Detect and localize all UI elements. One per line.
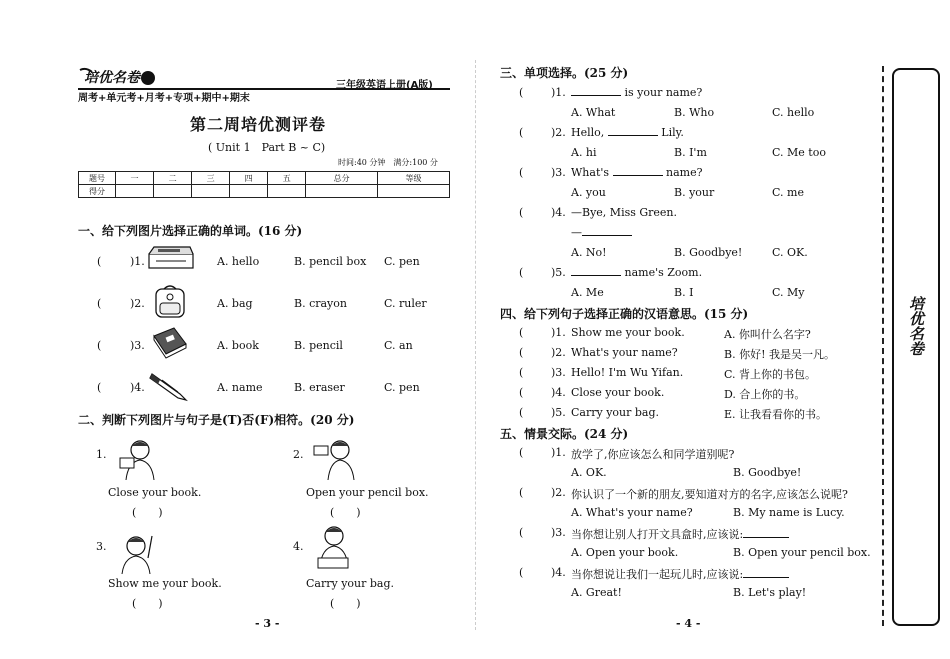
option-a[interactable]: A. name: [217, 381, 263, 394]
option-b[interactable]: B. eraser: [294, 381, 345, 394]
answer-blank[interactable]: [743, 528, 789, 538]
score-header: 等级: [378, 172, 450, 185]
option-a[interactable]: A. you: [571, 186, 606, 199]
option-a[interactable]: A. bag: [217, 297, 253, 310]
answer-bracket[interactable]: (: [519, 266, 524, 279]
item-number: )4.: [130, 381, 145, 394]
score-cell[interactable]: [306, 185, 378, 198]
answer-bracket[interactable]: (: [97, 255, 102, 268]
option-c[interactable]: C. hello: [772, 106, 815, 119]
score-cell[interactable]: [268, 185, 306, 198]
question: name's Zoom.: [571, 266, 702, 279]
answer-bracket[interactable]: (: [519, 366, 524, 379]
english-sentence: Hello! I'm Wu Yifan.: [571, 366, 684, 379]
english-sentence: Show me your book.: [571, 326, 685, 339]
english-sentence: Close your book.: [571, 386, 665, 399]
answer-bracket[interactable]: ( ): [330, 597, 361, 610]
answer-bracket[interactable]: (: [519, 406, 524, 419]
score-header: 五: [268, 172, 306, 185]
scenario-question: 当你想让别人打开文具盒时,应该说:: [571, 526, 789, 542]
option-b[interactable]: B. Who: [674, 106, 715, 119]
answer-bracket[interactable]: (: [97, 381, 102, 394]
question-line2: —: [571, 226, 632, 239]
item-number: )3.: [551, 366, 566, 379]
answer-blank[interactable]: [608, 126, 658, 136]
answer-bracket[interactable]: (: [519, 526, 524, 539]
logo-text: 培优名卷: [84, 70, 140, 86]
answer-blank[interactable]: [743, 568, 789, 578]
option-c[interactable]: C. pen: [384, 255, 420, 268]
option-b[interactable]: B. crayon: [294, 297, 347, 310]
chinese-option[interactable]: B. 你好! 我是吴一凡。: [724, 348, 835, 361]
section2-title: 二、判断下列图片与句子是(T)否(F)相符。(20 分): [78, 413, 355, 427]
english-sentence: Carry your bag.: [571, 406, 660, 419]
item-number: )1.: [551, 446, 566, 459]
answer-bracket[interactable]: (: [519, 126, 524, 139]
time-score: 时间:40 分钟 满分:100 分: [338, 158, 438, 167]
option-a[interactable]: A. What: [571, 106, 616, 119]
option-b[interactable]: B. Goodbye!: [733, 466, 802, 479]
score-header: 一: [116, 172, 154, 185]
page-number-right: - 4 -: [676, 617, 701, 630]
item-number: )2.: [551, 126, 566, 139]
item-number: )3.: [551, 166, 566, 179]
section4-title: 四、给下列句子选择正确的汉语意思。(15 分): [500, 307, 749, 321]
carry-bag-picture: [310, 522, 356, 572]
item-number: )1.: [130, 255, 145, 268]
answer-blank[interactable]: [571, 86, 621, 96]
item-number: )5.: [551, 266, 566, 279]
header-subtitle: 周考+单元考+月考+专项+期中+期末: [78, 93, 250, 104]
score-cell[interactable]: [230, 185, 268, 198]
score-cell[interactable]: [192, 185, 230, 198]
close-book-picture: [112, 436, 158, 482]
option-c[interactable]: C. an: [384, 339, 413, 352]
side-logo-text: 培优名卷: [907, 296, 925, 356]
item-number: )1.: [551, 326, 566, 339]
score-table: [78, 171, 450, 198]
answer-bracket[interactable]: (: [519, 446, 524, 459]
schoolbag-picture: [150, 283, 190, 319]
open-pencil-box-picture: [310, 436, 356, 482]
answer-bracket[interactable]: (: [97, 297, 102, 310]
item-number: )4.: [551, 566, 566, 579]
option-b[interactable]: B. Open your pencil box.: [733, 546, 871, 559]
score-header: 二: [154, 172, 192, 185]
answer-bracket[interactable]: (: [519, 166, 524, 179]
option-c[interactable]: C. ruler: [384, 297, 427, 310]
score-header: 题号: [79, 172, 116, 185]
option-c[interactable]: C. Me too: [772, 146, 826, 159]
answer-bracket[interactable]: (: [97, 339, 102, 352]
option-b[interactable]: B. Let's play!: [733, 586, 807, 599]
option-a[interactable]: A. Great!: [571, 586, 622, 599]
option-b[interactable]: B. pencil: [294, 339, 343, 352]
page-title: 第二周培优测评卷: [190, 115, 327, 134]
answer-bracket[interactable]: (: [519, 566, 524, 579]
answer-bracket[interactable]: (: [519, 206, 524, 219]
item-number: 4.: [293, 540, 304, 553]
chinese-option[interactable]: A. 你叫什么名字?: [724, 328, 811, 341]
side-logo: [896, 296, 932, 382]
item-number: )5.: [551, 406, 566, 419]
score-header: 总分: [306, 172, 378, 185]
chinese-option[interactable]: C. 背上你的书包。: [724, 368, 817, 381]
option-b[interactable]: B. I: [674, 286, 694, 299]
book-picture: [150, 326, 190, 360]
score-cell[interactable]: [116, 185, 154, 198]
sentence: Show me your book.: [108, 577, 222, 590]
option-b[interactable]: B. your: [674, 186, 715, 199]
item-number: )4.: [551, 206, 566, 219]
question: Hello, Lily.: [571, 126, 684, 139]
option-a[interactable]: A. No!: [571, 246, 607, 259]
english-sentence: What's your name?: [571, 346, 678, 359]
answer-blank[interactable]: [571, 266, 621, 276]
scenario-question: 放学了,你应该怎么和同学道别呢?: [571, 448, 735, 461]
option-a[interactable]: A. Open your book.: [571, 546, 679, 559]
header-logo: [78, 66, 162, 86]
option-b[interactable]: B. I'm: [674, 146, 707, 159]
score-header: 四: [230, 172, 268, 185]
item-number: 2.: [293, 448, 304, 461]
item-number: )3.: [130, 339, 145, 352]
answer-bracket[interactable]: (: [519, 86, 524, 99]
item-number: )4.: [551, 386, 566, 399]
chinese-option[interactable]: E. 让我看看你的书。: [724, 408, 828, 421]
binding-dashed-line: [882, 66, 884, 626]
scenario-question: 当你想说让我们一起玩儿时,应该说:: [571, 566, 789, 582]
option-a[interactable]: A. book: [217, 339, 259, 352]
option-a[interactable]: A. Me: [571, 286, 604, 299]
answer-bracket[interactable]: ( ): [132, 506, 163, 519]
option-a[interactable]: A. OK.: [571, 466, 607, 479]
item-number: )3.: [551, 526, 566, 539]
option-c[interactable]: C. pen: [384, 381, 420, 394]
item-number: 1.: [96, 448, 107, 461]
answer-bracket[interactable]: ( ): [330, 506, 361, 519]
scenario-question: 你认识了一个新的朋友,要知道对方的名字,应该怎么说呢?: [571, 488, 848, 501]
question: is your name?: [571, 86, 702, 99]
answer-bracket[interactable]: ( ): [132, 597, 163, 610]
score-row-label: 得分: [79, 185, 116, 198]
item-number: )2.: [551, 346, 566, 359]
answer-bracket[interactable]: (: [519, 486, 524, 499]
score-cell[interactable]: [154, 185, 192, 198]
grade-label: 三年级英语上册(A版): [336, 80, 433, 91]
center-divider: [475, 60, 476, 630]
sentence: Close your book.: [108, 486, 202, 499]
unit-label: ( Unit 1 Part B ~ C): [208, 141, 326, 154]
option-b[interactable]: B. My name is Lucy.: [733, 506, 845, 519]
score-cell[interactable]: [378, 185, 450, 198]
score-header: 三: [192, 172, 230, 185]
option-a[interactable]: A. What's your name?: [571, 506, 693, 519]
sentence: Carry your bag.: [306, 577, 395, 590]
section5-title: 五、情景交际。(24 分): [500, 427, 629, 441]
answer-blank[interactable]: [613, 166, 663, 176]
option-c[interactable]: C. My: [772, 286, 805, 299]
option-c[interactable]: C. OK.: [772, 246, 808, 259]
item-number: )2.: [551, 486, 566, 499]
option-c[interactable]: C. me: [772, 186, 804, 199]
option-a[interactable]: A. hello: [217, 255, 260, 268]
answer-bracket[interactable]: (: [519, 326, 524, 339]
item-number: )1.: [551, 86, 566, 99]
sentence: Open your pencil box.: [306, 486, 429, 499]
answer-bracket[interactable]: (: [519, 386, 524, 399]
option-b[interactable]: B. Goodbye!: [674, 246, 743, 259]
item-number: )2.: [130, 297, 145, 310]
question: What's name?: [571, 166, 703, 179]
option-b[interactable]: B. pencil box: [294, 255, 367, 268]
pencil-box-picture: [146, 244, 196, 272]
question: —Bye, Miss Green.: [571, 206, 678, 219]
answer-bracket[interactable]: (: [519, 346, 524, 359]
page-number-left: - 3 -: [255, 617, 280, 630]
chinese-option[interactable]: D. 合上你的书。: [724, 388, 806, 401]
item-number: 3.: [96, 540, 107, 553]
pen-picture: [148, 368, 190, 404]
section3-title: 三、单项选择。(25 分): [500, 66, 629, 80]
show-book-picture: [112, 528, 158, 574]
option-a[interactable]: A. hi: [571, 146, 597, 159]
answer-blank[interactable]: [582, 226, 632, 236]
section1-title: 一、给下列图片选择正确的单词。(16 分): [78, 224, 303, 238]
